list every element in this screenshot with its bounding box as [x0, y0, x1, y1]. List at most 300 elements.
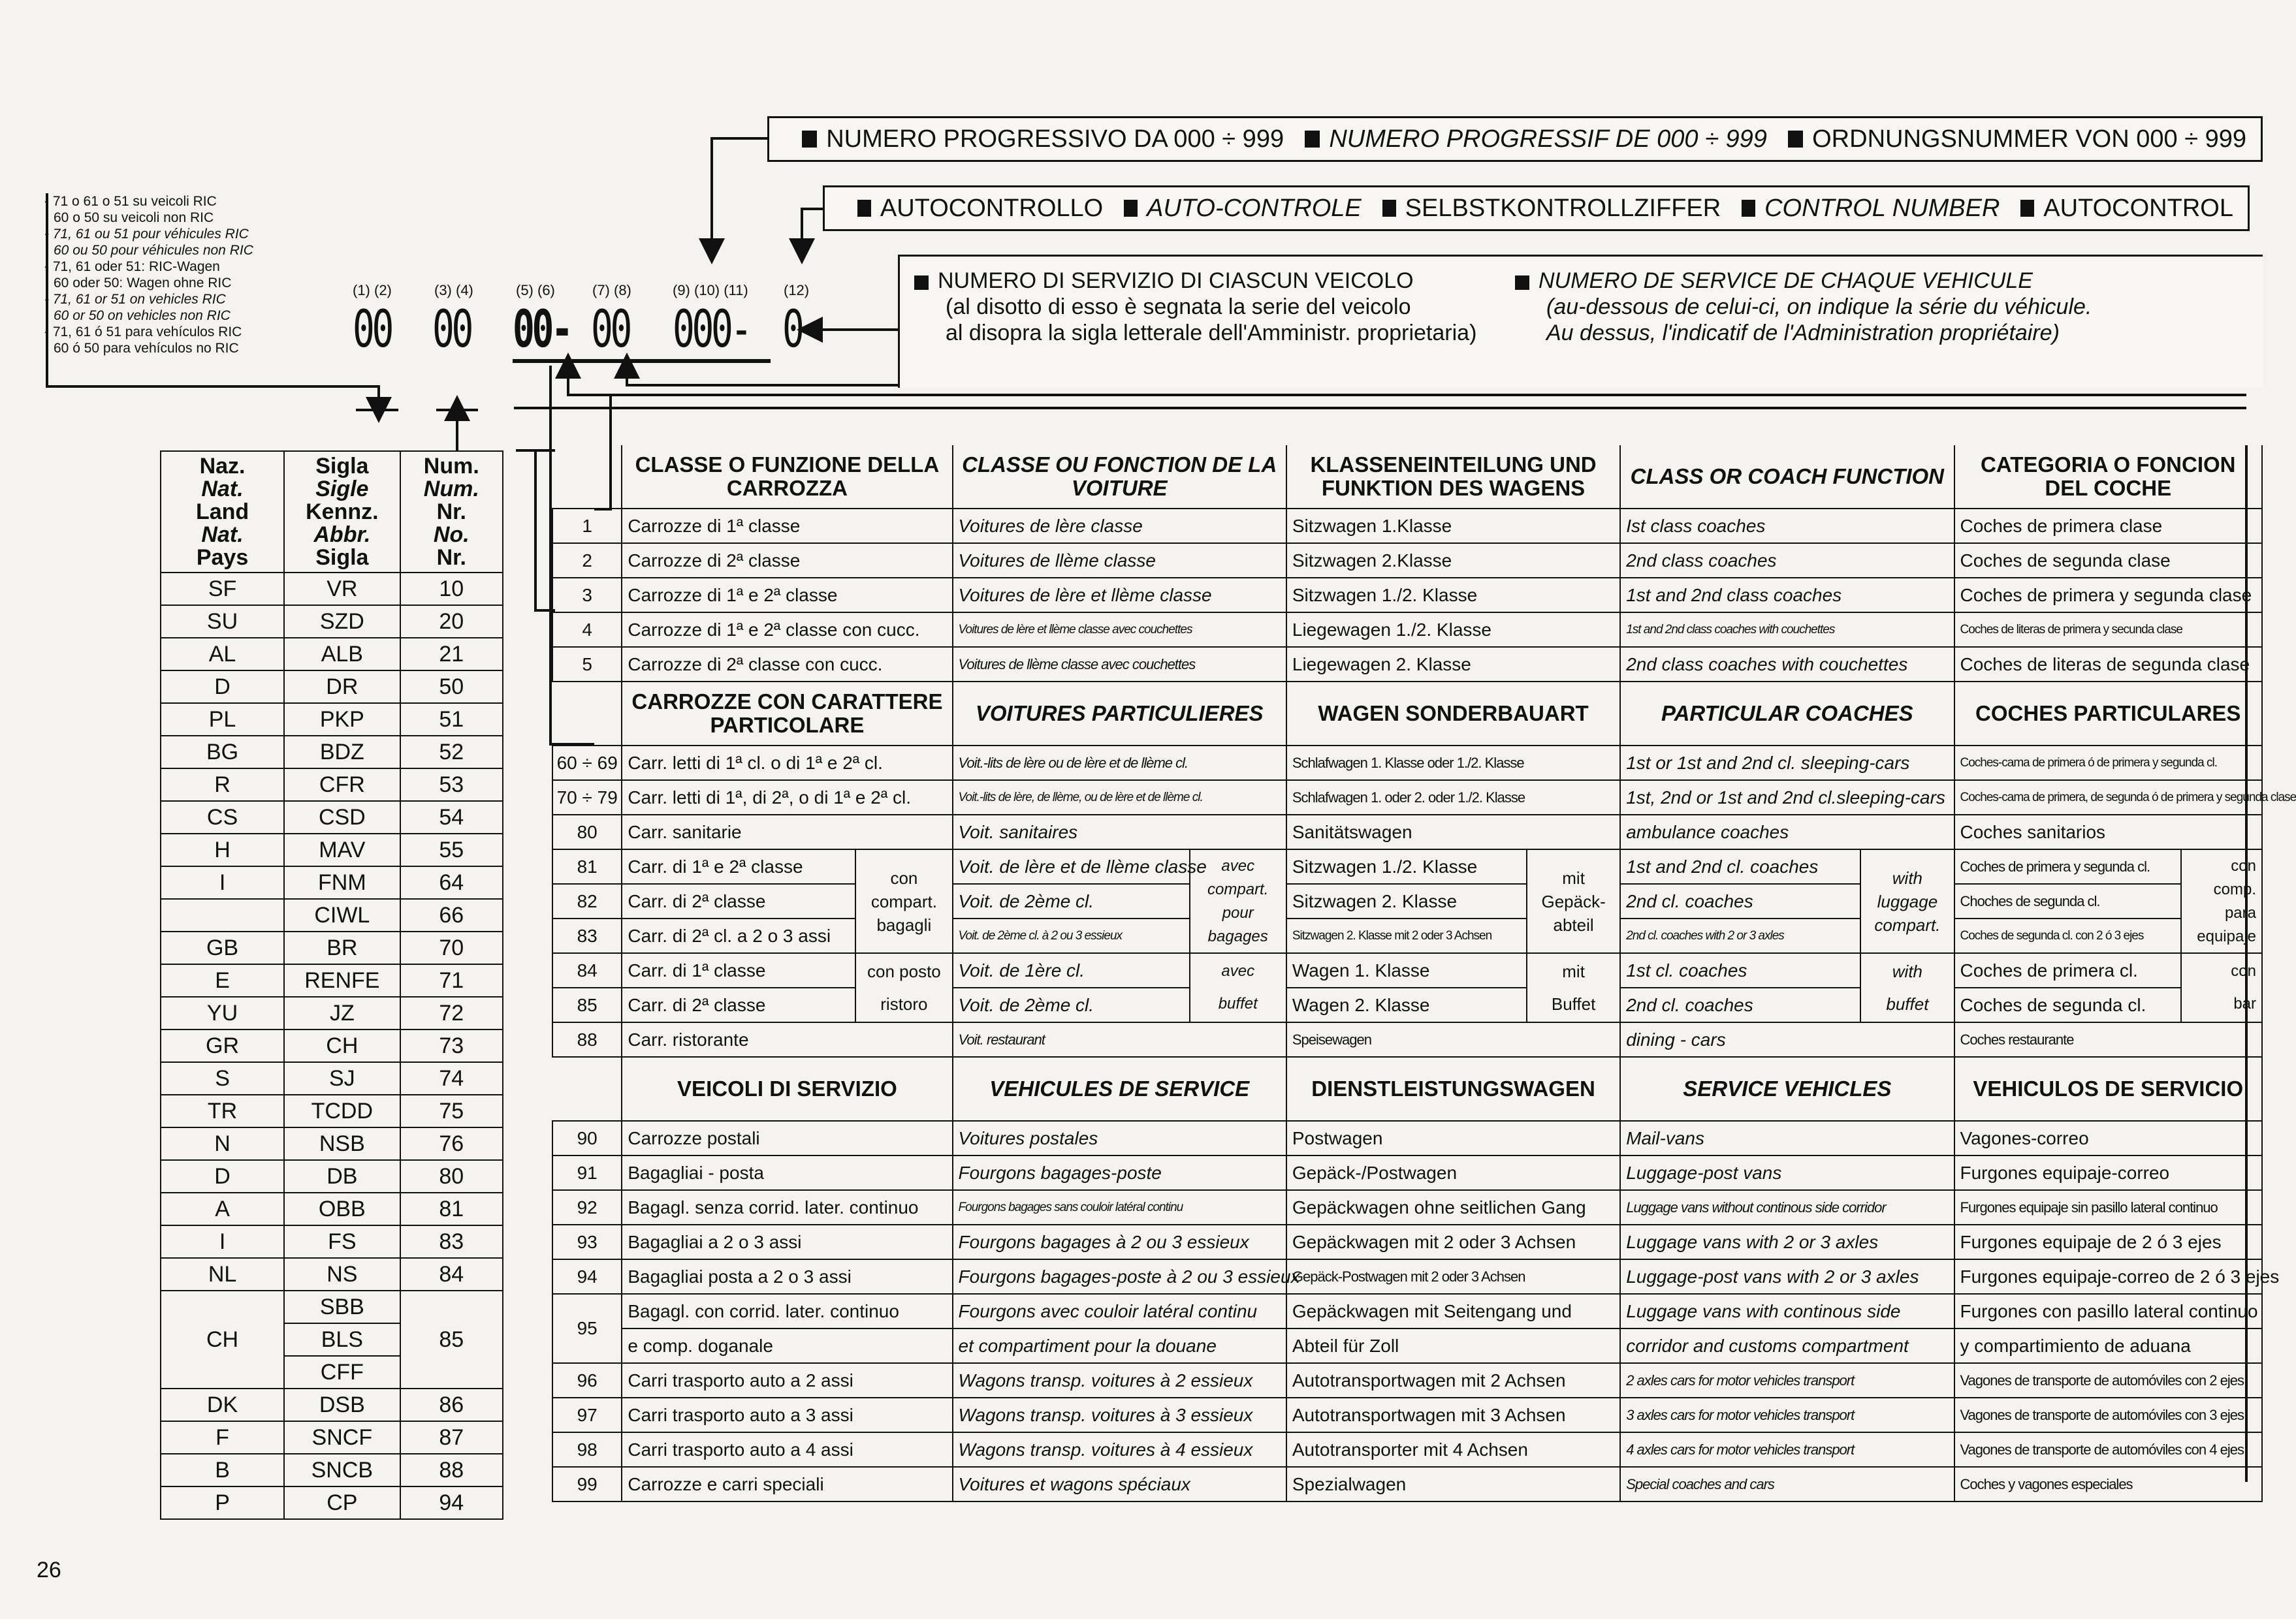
ric-note — [44, 193, 358, 356]
desc-it: Carr. sanitarie — [622, 815, 952, 849]
country-row — [161, 1127, 503, 1160]
country-row — [161, 1486, 503, 1519]
desc-en: ambulance coaches — [1620, 815, 1954, 849]
desc-en: 1st and 2nd cl. coaches — [1620, 849, 1860, 884]
desc-es: Coches de literas de segunda clase — [1954, 647, 2263, 682]
desc-fr: Fourgons bagages à 2 ou 3 essieux — [953, 1225, 1286, 1259]
header-spacer — [552, 445, 622, 509]
country-row — [161, 801, 503, 834]
row-number: 93 — [552, 1225, 622, 1259]
country-number: 81 — [400, 1193, 503, 1225]
side-note-line: Buffet — [1551, 994, 1596, 1014]
side-note-line: para — [2224, 904, 2256, 922]
country-abbr: BR — [284, 932, 400, 964]
code-digits-control: 0 — [782, 300, 802, 359]
country-abbr: TCDD — [284, 1095, 400, 1127]
desc-de: Autotransportwagen mit 3 Achsen — [1286, 1398, 1620, 1432]
country-abbr: FNM — [284, 866, 400, 899]
desc-es: Coches de segunda cl. — [1954, 988, 2182, 1022]
country-number: 74 — [400, 1062, 503, 1095]
country-row — [161, 703, 503, 736]
desc-it: Carr. di 2ª classe — [622, 988, 855, 1022]
desc-it: Carrozze di 2ª classe — [622, 543, 952, 578]
desc-fr: Voitures de lère et llème classe avec couchettes — [953, 612, 1286, 647]
desc-fr: Voit. de lère et de llème classe — [953, 849, 1190, 884]
desc-it: Carri trasporto auto a 4 assi — [622, 1432, 952, 1467]
country-number: 51 — [400, 703, 503, 736]
country-nation: F — [161, 1421, 284, 1454]
country-number: 73 — [400, 1030, 503, 1062]
country-codes-table — [160, 450, 503, 1520]
country-nation: E — [161, 964, 284, 997]
desc-en: Luggage-post vans — [1620, 1155, 1954, 1190]
desc-es: Choches de segunda cl. — [1954, 884, 2182, 919]
desc-de: Gepäck-Postwagen mit 2 oder 3 Achsen — [1286, 1259, 1620, 1294]
ric-note-line: 60 oder 50: Wagen ohne RIC — [54, 275, 232, 291]
country-row — [161, 768, 503, 801]
desc-fr: Voit. sanitaires — [953, 815, 1286, 849]
country-nation: SF — [161, 573, 284, 605]
row-number: 70 ÷ 79 — [552, 780, 622, 815]
desc-de: Sitzwagen 2. Klasse — [1286, 884, 1527, 919]
header-es: CATEGORIA O FONCION DEL COCHE — [1954, 445, 2263, 509]
country-nation: TR — [161, 1095, 284, 1127]
country-row — [161, 997, 503, 1030]
table-row — [552, 1155, 2262, 1190]
table-row — [552, 1432, 2262, 1467]
header-fr: VEHICULES DE SERVICE — [953, 1057, 1286, 1121]
control-text-de: SELBSTKONTROLLZIFFER — [1405, 194, 1721, 222]
country-abbr: CIWL — [284, 899, 400, 932]
country-abbr: DR — [284, 670, 400, 703]
desc-de: Gepäckwagen mit 2 oder 3 Achsen — [1286, 1225, 1620, 1259]
country-nation: YU — [161, 997, 284, 1030]
country-row — [161, 736, 503, 768]
desc-fr: Fourgons bagages-poste — [953, 1155, 1286, 1190]
table-row — [552, 1328, 2262, 1363]
desc-en: 2 axles cars for motor vehicles transport — [1620, 1363, 1954, 1398]
row-number: 88 — [552, 1022, 622, 1057]
country-nation: GR — [161, 1030, 284, 1062]
country-abbr: BDZ — [284, 736, 400, 768]
side-note-line: bagagli — [876, 915, 932, 935]
desc-it: e comp. doganale — [622, 1328, 952, 1363]
country-abbr: VR — [284, 573, 400, 605]
side-note-line: bar — [2233, 995, 2256, 1013]
row-number: 82 — [552, 884, 622, 919]
table-row — [552, 1121, 2262, 1155]
country-number: 88 — [400, 1454, 503, 1486]
row-number: 95 — [552, 1294, 622, 1363]
control-text-es: AUTOCONTROL — [2043, 194, 2233, 222]
desc-fr: Wagons transp. voitures à 2 essieux — [953, 1363, 1286, 1398]
side-note-line: avec — [1221, 857, 1255, 875]
country-nation: N — [161, 1127, 284, 1160]
desc-en: 3 axles cars for motor vehicles transport — [1620, 1398, 1954, 1432]
country-nation: CH — [161, 1291, 284, 1389]
country-row — [161, 964, 503, 997]
code-digits-progressive: 000- — [673, 300, 750, 359]
side-note-line: avec — [1221, 962, 1255, 980]
table-row — [552, 884, 2262, 919]
desc-de: Schlafwagen 1. Klasse oder 1./2. Klasse — [1286, 746, 1620, 780]
header-es: VEHICULOS DE SERVICIO — [1954, 1057, 2263, 1121]
desc-en: 1st and 2nd class coaches with couchettes — [1620, 612, 1954, 647]
side-note-it — [855, 953, 952, 1022]
desc-fr: Voit. de 1ère cl. — [953, 953, 1190, 988]
section-header-row — [552, 445, 2262, 509]
ric-note-line: - 71, 61 ó 51 para vehículos RIC — [44, 324, 242, 339]
side-note-line: buffet — [1886, 994, 1929, 1014]
code-digits-class: 00- — [513, 300, 571, 359]
country-number: 21 — [400, 638, 503, 670]
country-nation: I — [161, 866, 284, 899]
country-row — [161, 1258, 503, 1291]
country-row — [161, 573, 503, 605]
code-label-3-4: (3) (4) — [434, 282, 473, 298]
side-note-line: comp. — [2213, 880, 2256, 898]
desc-es: Furgones equipaje sin pasillo lateral continuo — [1954, 1190, 2263, 1225]
desc-it: Carr. di 2ª classe — [622, 884, 855, 919]
country-number: 85 — [400, 1291, 503, 1389]
desc-fr: Voitures postales — [953, 1121, 1286, 1155]
row-number: 3 — [552, 578, 622, 612]
desc-it: Carrozze di 1ª classe — [622, 509, 952, 543]
desc-es: Furgones con pasillo lateral continuo — [1954, 1294, 2263, 1328]
table-row — [552, 1190, 2262, 1225]
country-number: 70 — [400, 932, 503, 964]
side-note-line: con — [890, 868, 918, 888]
header-de: KLASSENEINTEILUNG UND FUNKTION DES WAGENS — [1286, 445, 1620, 509]
country-number: 72 — [400, 997, 503, 1030]
country-row — [161, 1095, 503, 1127]
table-row — [552, 612, 2262, 647]
header-en: PARTICULAR COACHES — [1620, 682, 1954, 746]
desc-de: Sitzwagen 1./2. Klasse — [1286, 849, 1527, 884]
country-number: 83 — [400, 1225, 503, 1258]
table-row — [552, 1225, 2262, 1259]
country-abbr: ALB — [284, 638, 400, 670]
desc-it: Bagagliai posta a 2 o 3 assi — [622, 1259, 952, 1294]
desc-en: 2nd class coaches with couchettes — [1620, 647, 1954, 682]
desc-it: Carr. letti di 1ª cl. o di 1ª e 2ª cl. — [622, 746, 952, 780]
desc-fr: Voit. de 2ème cl. — [953, 988, 1190, 1022]
table-row — [552, 1259, 2262, 1294]
country-abbr: CP — [284, 1486, 400, 1519]
service-it-line-1: NUMERO DI SERVIZIO DI CIASCUN VEICOLO — [938, 268, 1414, 293]
country-nation: SU — [161, 605, 284, 638]
side-note-line: bagages — [1207, 927, 1268, 945]
country-row — [161, 866, 503, 899]
country-number: 53 — [400, 768, 503, 801]
desc-en: Luggage-post vans with 2 or 3 axles — [1620, 1259, 1954, 1294]
desc-es: Coches restaurante — [1954, 1022, 2263, 1057]
country-abbr: CSD — [284, 801, 400, 834]
country-nation: D — [161, 1160, 284, 1193]
header-spacer — [552, 682, 622, 746]
country-abbr: SZD — [284, 605, 400, 638]
country-nation: I — [161, 1225, 284, 1258]
bullet-square-icon — [1515, 275, 1529, 290]
desc-de: Sitzwagen 2.Klasse — [1286, 543, 1620, 578]
service-number-it — [914, 268, 1476, 346]
side-note-line: con posto — [867, 962, 941, 981]
desc-es: Furgones equipaje-correo — [1954, 1155, 2263, 1190]
desc-it: Bagagl. senza corrid. later. continuo — [622, 1190, 952, 1225]
country-abbr: SNCF — [284, 1421, 400, 1454]
side-note-line: ristoro — [880, 994, 928, 1014]
country-number: 86 — [400, 1389, 503, 1421]
section-header-row — [552, 682, 2262, 746]
control-text-fr: AUTO-CONTROLE — [1147, 194, 1362, 222]
desc-en: Luggage vans with continous side — [1620, 1294, 1954, 1328]
code-label-12: (12) — [784, 282, 810, 298]
desc-de: Sitzwagen 1./2. Klasse — [1286, 578, 1620, 612]
country-number: 87 — [400, 1421, 503, 1454]
side-note-line: abteil — [1553, 915, 1594, 935]
side-note-fr — [1190, 953, 1286, 1022]
row-number: 84 — [552, 953, 622, 988]
country-header-number: Num. Num. Nr. No. Nr. — [400, 451, 503, 573]
table-row — [552, 919, 2262, 953]
country-number: 20 — [400, 605, 503, 638]
row-number: 1 — [552, 509, 622, 543]
country-number: 75 — [400, 1095, 503, 1127]
row-number: 91 — [552, 1155, 622, 1190]
bullet-square-icon — [2020, 200, 2034, 217]
country-row — [161, 1030, 503, 1062]
desc-fr: et compartiment pour la douane — [953, 1328, 1286, 1363]
desc-fr: Voitures de lère classe — [953, 509, 1286, 543]
desc-it: Carrozze di 1ª e 2ª classe — [622, 578, 952, 612]
header-de: WAGEN SONDERBAUART — [1286, 682, 1620, 746]
progressive-number-banner — [767, 116, 2263, 162]
header-es: COCHES PARTICULARES — [1954, 682, 2263, 746]
desc-fr: Fourgons avec couloir latéral continu — [953, 1294, 1286, 1328]
side-note-es — [2181, 953, 2262, 1022]
desc-en: Luggage vans with 2 or 3 axles — [1620, 1225, 1954, 1259]
desc-it: Carri trasporto auto a 3 assi — [622, 1398, 952, 1432]
desc-es: Coches de primera clase — [1954, 509, 2263, 543]
country-nation: AL — [161, 638, 284, 670]
country-nation: H — [161, 834, 284, 866]
desc-fr: Voitures de llème classe avec couchettes — [953, 647, 1286, 682]
country-number: 84 — [400, 1258, 503, 1291]
bullet-square-icon — [802, 131, 817, 148]
banner-text-it: NUMERO PROGRESSIVO DA 000 ÷ 999 — [826, 125, 1284, 153]
bullet-square-icon — [857, 200, 871, 217]
desc-de: Autotransporter mit 4 Achsen — [1286, 1432, 1620, 1467]
service-number-fr — [1515, 268, 2092, 346]
country-abbr: FS — [284, 1225, 400, 1258]
side-note-de — [1527, 953, 1620, 1022]
bullet-square-icon — [914, 275, 929, 290]
desc-de: Gepäckwagen mit Seitengang und — [1286, 1294, 1620, 1328]
country-header-nation: Naz. Nat. Land Nat. Pays — [161, 451, 284, 573]
table-row — [552, 1363, 2262, 1398]
desc-es: Coches sanitarios — [1954, 815, 2263, 849]
desc-es: Coches-cama de primera ó de primera y segunda cl. — [1954, 746, 2263, 780]
desc-es: Vagones de transporte de automóviles con 4 ejes — [1954, 1432, 2263, 1467]
header-de: DIENSTLEISTUNGSWAGEN — [1286, 1057, 1620, 1121]
country-row — [161, 834, 503, 866]
country-row — [161, 1193, 503, 1225]
country-header-abbr: Sigla Sigle Kennz. Abbr. Sigla — [284, 451, 400, 573]
coach-class-table — [552, 445, 2296, 1502]
header-en: CLASS OR COACH FUNCTION — [1620, 445, 1954, 509]
desc-en: 2nd cl. coaches with 2 or 3 axles — [1620, 919, 1860, 953]
desc-fr: Voit. restaurant — [953, 1022, 1286, 1057]
code-label-7-8: (7) (8) — [592, 282, 631, 298]
country-abbr: SJ — [284, 1062, 400, 1095]
side-note-de — [1527, 849, 1620, 953]
table-row — [552, 849, 2262, 884]
side-note-line: con — [2231, 962, 2256, 980]
side-note-line: with — [1892, 962, 1923, 981]
desc-de: Liegewagen 1./2. Klasse — [1286, 612, 1620, 647]
desc-en: Ist class coaches — [1620, 509, 1954, 543]
service-fr-line-2: (au-dessous de celui-ci, on indique la série du véhicule. — [1546, 294, 2092, 319]
country-number: 80 — [400, 1160, 503, 1193]
desc-es: Coches de segunda clase — [1954, 543, 2263, 578]
ric-note-line: - 71, 61 oder 51: RIC-Wagen — [44, 259, 220, 274]
desc-de: Schlafwagen 1. oder 2. oder 1./2. Klasse — [1286, 780, 1620, 815]
row-number: 60 ÷ 69 — [552, 746, 622, 780]
ric-note-line: 60 ó 50 para vehículos no RIC — [54, 341, 239, 356]
header-fr: VOITURES PARTICULIERES — [953, 682, 1286, 746]
side-note-line: mit — [1562, 868, 1585, 888]
desc-es: y compartimiento de aduana — [1954, 1328, 2263, 1363]
desc-it: Bagagl. con corrid. later. continuo — [622, 1294, 952, 1328]
side-note-line: pour — [1222, 904, 1254, 922]
table-row — [552, 1294, 2262, 1328]
code-digits-country: 00 — [432, 300, 471, 359]
side-note-line: mit — [1562, 962, 1585, 981]
row-number: 99 — [552, 1467, 622, 1501]
desc-es: Coches de literas de primera y secunda clase — [1954, 612, 2263, 647]
country-nation: NL — [161, 1258, 284, 1291]
country-row — [161, 932, 503, 964]
desc-de: Sitzwagen 1.Klasse — [1286, 509, 1620, 543]
country-row — [161, 1062, 503, 1095]
table-row — [552, 988, 2262, 1022]
ric-note-line: 60 or 50 on vehicles non RIC — [54, 308, 231, 323]
page-number: 26 — [37, 1558, 61, 1582]
country-nation — [161, 899, 284, 932]
bullet-square-icon — [1124, 200, 1138, 217]
desc-fr: Fourgons bagages sans couloir latéral continu — [953, 1190, 1286, 1225]
country-abbr: DSB — [284, 1389, 400, 1421]
country-row — [161, 1389, 503, 1421]
desc-en: 2nd class coaches — [1620, 543, 1954, 578]
table-row — [552, 543, 2262, 578]
country-nation: PL — [161, 703, 284, 736]
control-text-it: AUTOCONTROLLO — [880, 194, 1104, 222]
row-number: 98 — [552, 1432, 622, 1467]
desc-de: Liegewagen 2. Klasse — [1286, 647, 1620, 682]
code-label-1-2: (1) (2) — [353, 282, 392, 298]
desc-fr: Voit.-lits de lère ou de lère et de llème cl. — [953, 746, 1286, 780]
country-row — [161, 1421, 503, 1454]
desc-en: 1st, 2nd or 1st and 2nd cl.sleeping-cars — [1620, 780, 1954, 815]
country-abbr: OBB — [284, 1193, 400, 1225]
bullet-square-icon — [1742, 200, 1755, 217]
desc-fr: Voit.-lits de lère, de llème, ou de lère et de llème cl. — [953, 780, 1286, 815]
bullet-square-icon — [1305, 131, 1320, 148]
desc-it: Carr. letti di 1ª, di 2ª, o di 1ª e 2ª cl. — [622, 780, 952, 815]
country-number: 71 — [400, 964, 503, 997]
desc-en: 1st or 1st and 2nd cl. sleeping-cars — [1620, 746, 1954, 780]
side-note-en — [1860, 953, 1954, 1022]
banner-text-de: ORDNUNGSNUMMER VON 000 ÷ 999 — [1812, 125, 2247, 153]
row-number: 94 — [552, 1259, 622, 1294]
desc-de: Spezialwagen — [1286, 1467, 1620, 1501]
desc-it: Carrozze di 1ª e 2ª classe con cucc. — [622, 612, 952, 647]
country-abbr: MAV — [284, 834, 400, 866]
country-nation: DK — [161, 1389, 284, 1421]
table-row — [552, 1467, 2262, 1501]
desc-es: Coches y vagones especiales — [1954, 1467, 2263, 1501]
desc-en: 2nd cl. coaches — [1620, 988, 1860, 1022]
side-note-line: with — [1892, 868, 1923, 888]
side-note-line: con — [2231, 857, 2256, 875]
desc-en: Special coaches and cars — [1620, 1467, 1954, 1501]
desc-es: Vagones de transporte de automóviles con 3 ejes — [1954, 1398, 2263, 1432]
desc-it: Carr. di 1ª classe — [622, 953, 855, 988]
row-number: 5 — [552, 647, 622, 682]
row-number: 81 — [552, 849, 622, 884]
row-number: 2 — [552, 543, 622, 578]
desc-it: Carr. ristorante — [622, 1022, 952, 1057]
desc-de: Abteil für Zoll — [1286, 1328, 1620, 1363]
country-abbr: CFF — [284, 1356, 400, 1389]
header-it: CARROZZE CON CARATTERE PARTICOLARE — [622, 682, 952, 746]
side-note-en — [1860, 849, 1954, 953]
desc-de: Gepäckwagen ohne seitlichen Gang — [1286, 1190, 1620, 1225]
side-note-line: luggage — [1877, 891, 1938, 911]
desc-it: Carrozze postali — [622, 1121, 952, 1155]
side-note-line: equipaje — [2197, 927, 2256, 945]
side-note-line: compart. — [870, 891, 937, 911]
table-row — [552, 953, 2262, 988]
table-row — [552, 1398, 2262, 1432]
desc-de: Autotransportwagen mit 2 Achsen — [1286, 1363, 1620, 1398]
bullet-square-icon — [1382, 200, 1396, 217]
desc-es: Coches de primera cl. — [1954, 953, 2182, 988]
ric-note-line: - 71, 61 or 51 on vehicles RIC — [44, 292, 226, 307]
desc-de: Sanitätswagen — [1286, 815, 1620, 849]
desc-fr: Voit. de 2ème cl. — [953, 884, 1190, 919]
country-abbr: DB — [284, 1160, 400, 1193]
desc-it: Carrozze di 2ª classe con cucc. — [622, 647, 952, 682]
desc-es: Coches de primera y segunda cl. — [1954, 849, 2182, 884]
desc-it: Carri trasporto auto a 2 assi — [622, 1363, 952, 1398]
side-note-line: Gepäck- — [1541, 891, 1606, 911]
table-row — [552, 746, 2262, 780]
country-abbr: BLS — [284, 1323, 400, 1356]
table-row — [552, 1022, 2262, 1057]
desc-en: corridor and customs compartment — [1620, 1328, 1954, 1363]
desc-fr: Wagons transp. voitures à 3 essieux — [953, 1398, 1286, 1432]
country-number: 66 — [400, 899, 503, 932]
desc-de: Wagen 1. Klasse — [1286, 953, 1527, 988]
row-number: 4 — [552, 612, 622, 647]
side-note-line: compart. — [1207, 880, 1269, 898]
bullet-square-icon — [1788, 131, 1803, 148]
side-note-line: compart. — [1874, 915, 1941, 935]
desc-en: 1st and 2nd class coaches — [1620, 578, 1954, 612]
country-number: 54 — [400, 801, 503, 834]
